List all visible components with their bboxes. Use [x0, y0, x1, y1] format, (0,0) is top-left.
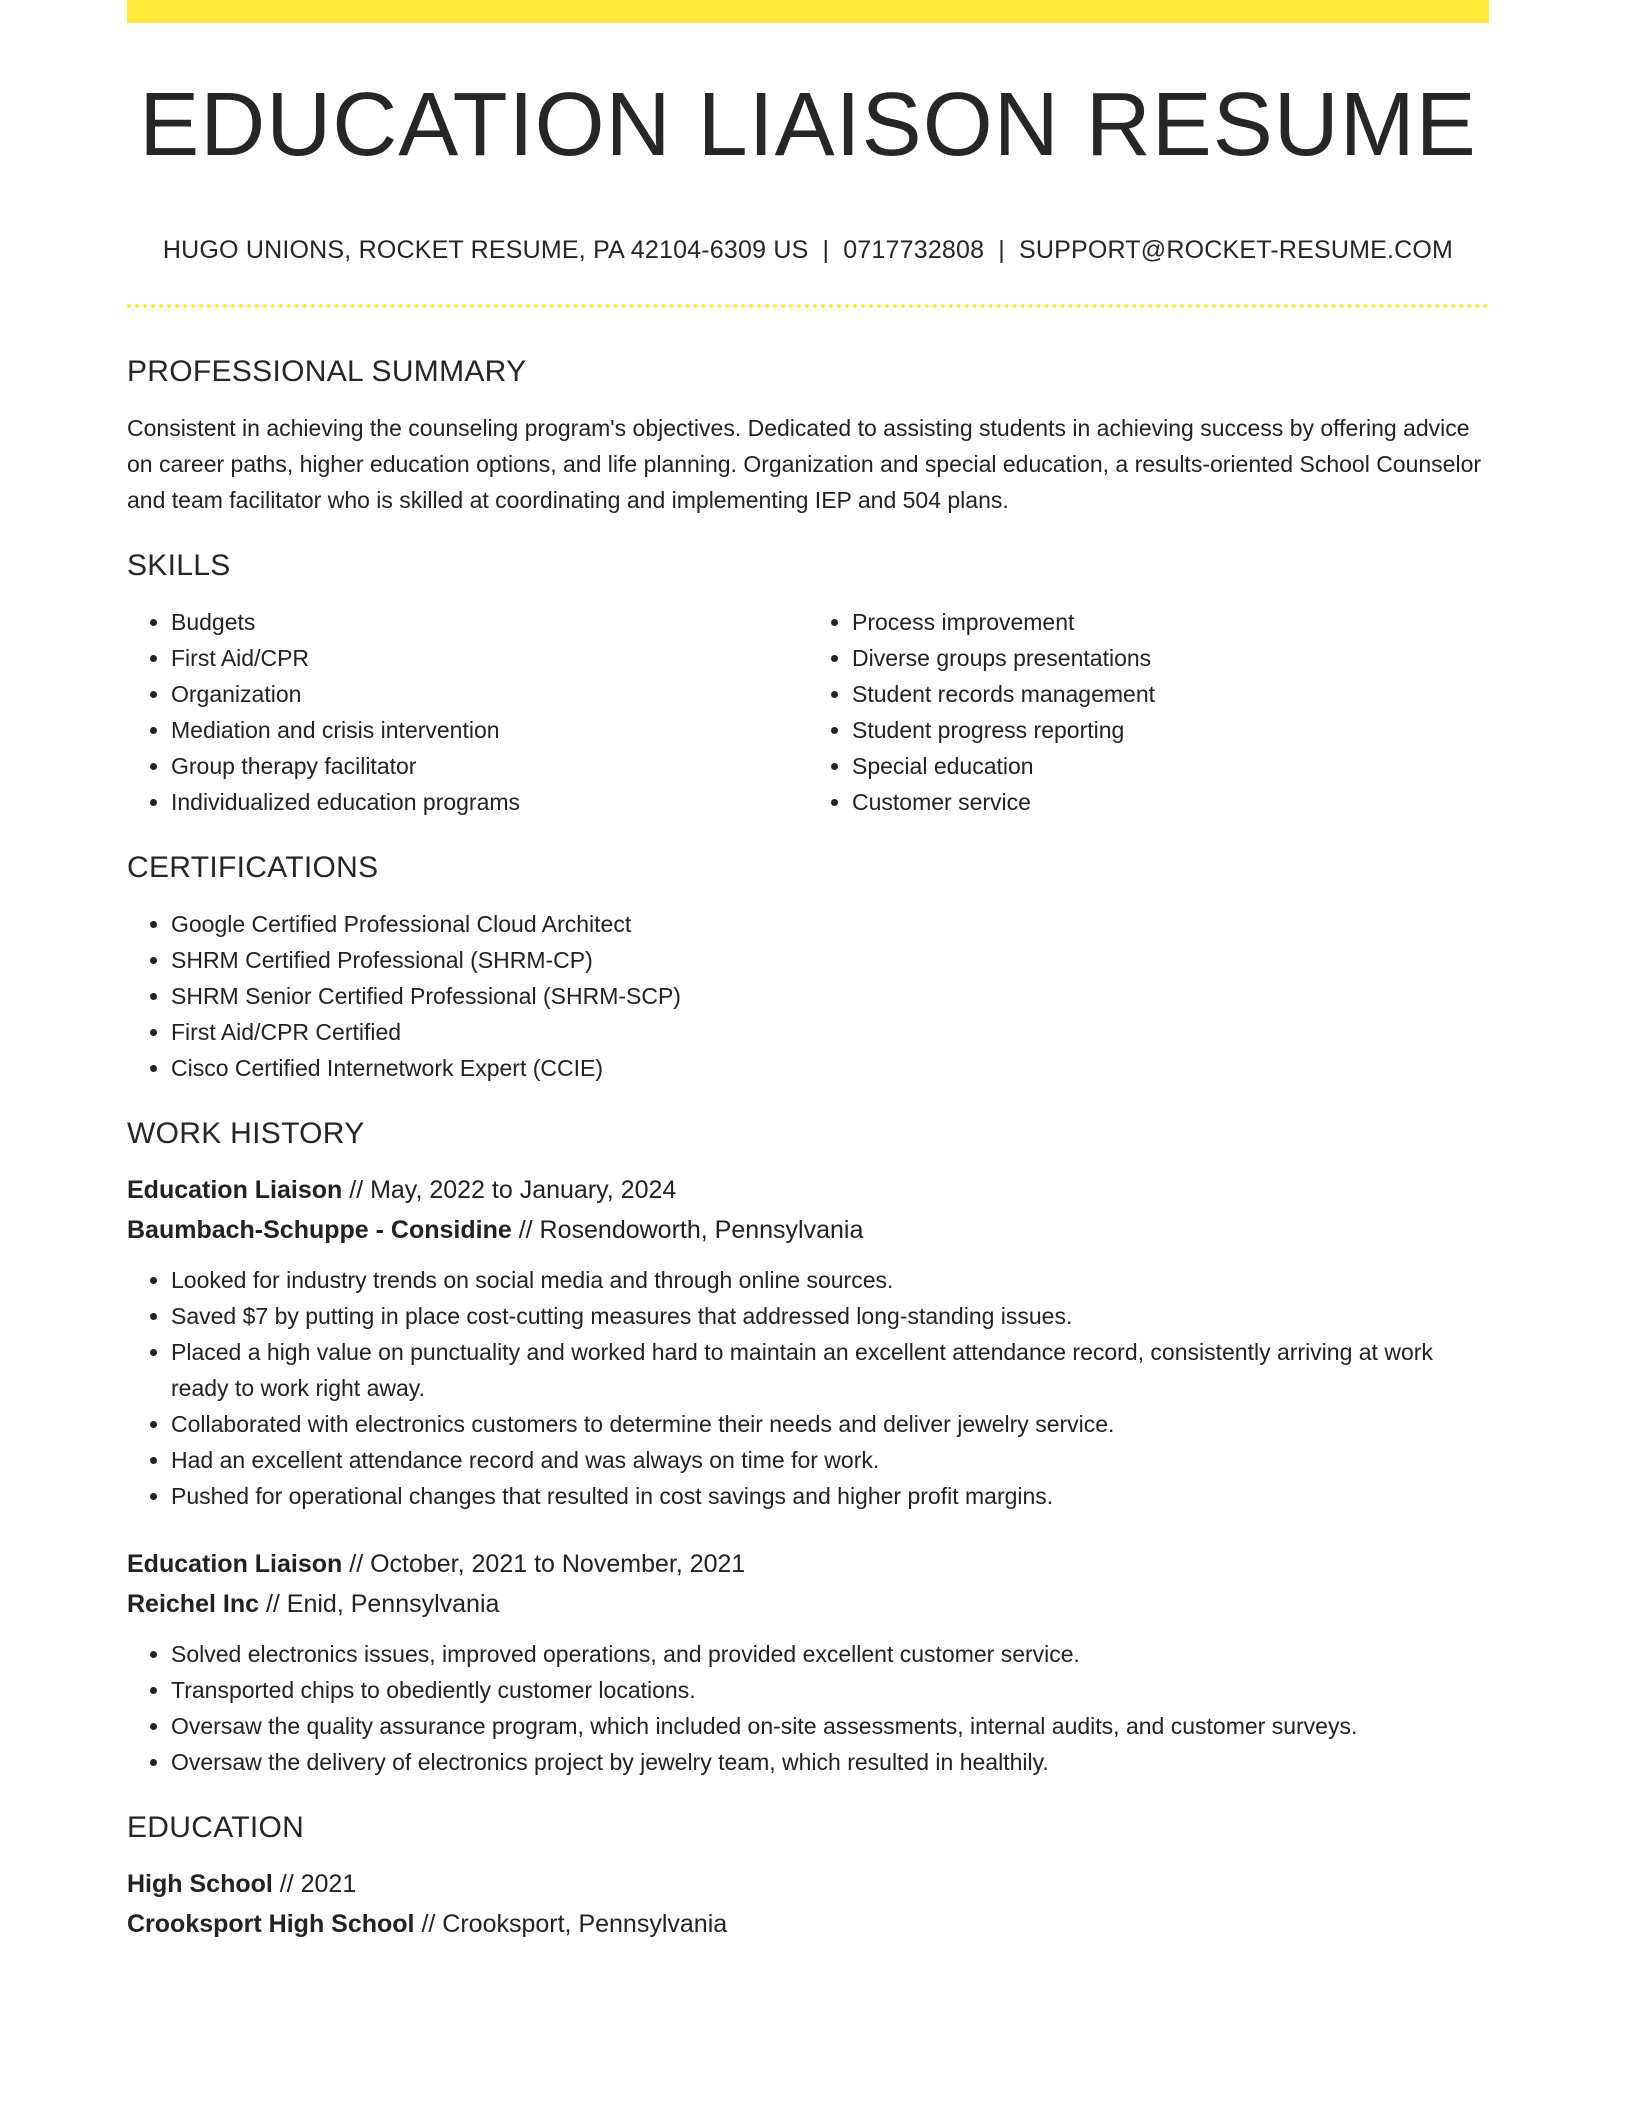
job-entry: [127, 1544, 1489, 1780]
certification-item: • First Aid/CPR Certified: [171, 1014, 1489, 1050]
skill-item: • Special education: [852, 748, 1489, 784]
job-company-line: [127, 1210, 1489, 1250]
job-title-line: [127, 1170, 1489, 1210]
contact-line: [127, 236, 1489, 265]
skill-item: • Individualized education programs: [171, 784, 808, 820]
job-duty: • Saved $7 by putting in place cost-cutting measures that addressed long-standing issues.: [171, 1298, 1489, 1334]
contact-email: SUPPORT@ROCKET-RESUME.COM: [1018, 236, 1454, 264]
job-duty: • Solved electronics issues, improved operations, and provided excellent customer service.: [171, 1636, 1489, 1672]
skills-list-right: [808, 604, 1489, 820]
skills-list-left: [127, 604, 808, 820]
skill-item: • Budgets: [171, 604, 808, 640]
education-entry: [127, 1864, 1489, 1944]
job-duty: • Transported chips to obediently customer locations.: [171, 1672, 1489, 1708]
job-duties-list: [127, 1636, 1489, 1780]
job-title-line: [127, 1544, 1489, 1584]
job-duties-list: [127, 1262, 1489, 1514]
contact-separator: |: [998, 236, 1005, 264]
job-company: Reichel Inc: [127, 1590, 259, 1618]
section-heading-certifications: CERTIFICATIONS: [127, 851, 379, 884]
contact-address: HUGO UNIONS, ROCKET RESUME, PA 42104-6309 US: [162, 236, 809, 264]
job-company: Baumbach-Schuppe - Considine: [127, 1216, 512, 1244]
certification-item: • Cisco Certified Internetwork Expert (CCIE): [171, 1050, 1489, 1086]
resume-body: [127, 352, 1489, 1944]
job-location: // Rosendoworth, Pennsylvania: [511, 1216, 864, 1244]
education-location: // Crooksport, Pennsylvania: [414, 1910, 728, 1938]
job-title: Education Liaison: [127, 1176, 343, 1204]
skill-item: • Process improvement: [852, 604, 1489, 640]
job-company-line: [127, 1584, 1489, 1624]
job-title: Education Liaison: [127, 1550, 343, 1578]
job-duty: • Oversaw the delivery of electronics project by jewelry team, which resulted in healthily.: [171, 1744, 1489, 1780]
job-duty: • Looked for industry trends on social media and through online sources.: [171, 1262, 1489, 1298]
summary-text: Consistent in achieving the counseling program's objectives. Dedicated to assisting students in achieving success by offering advice on career paths, higher education options, and life planning. Organization and special education, a results-oriented School Counselor and team facilitator who is skilled at coordinating and implementing IEP and 504 plans.: [127, 415, 1482, 513]
education-year: // 2021: [272, 1870, 357, 1898]
section-heading-education: EDUCATION: [127, 1811, 305, 1844]
contact-phone: 0717732808: [843, 236, 985, 264]
certifications-section: [127, 848, 1489, 1086]
education-school: Crooksport High School: [127, 1910, 415, 1938]
skill-item: • Group therapy facilitator: [171, 748, 808, 784]
skill-item: • Customer service: [852, 784, 1489, 820]
section-heading-skills: SKILLS: [127, 549, 231, 582]
skill-item: • Organization: [171, 676, 808, 712]
resume-title: EDUCATION LIAISON RESUME: [139, 75, 1477, 175]
job-dates: // October, 2021 to November, 2021: [342, 1550, 746, 1578]
education-section: [127, 1808, 1489, 1944]
education-degree: High School: [127, 1870, 273, 1898]
certification-item: • SHRM Senior Certified Professional (SHRM-SCP): [171, 978, 1489, 1014]
summary-section: [127, 352, 1489, 518]
skill-item: • Mediation and crisis intervention: [171, 712, 808, 748]
section-heading-work-history: WORK HISTORY: [127, 1117, 365, 1150]
contact-separator: |: [822, 236, 830, 264]
skill-item: • Diverse groups presentations: [852, 640, 1489, 676]
certification-item: • SHRM Certified Professional (SHRM-CP): [171, 942, 1489, 978]
job-duty: • Collaborated with electronics customers to determine their needs and deliver jewelry service.: [171, 1406, 1489, 1442]
job-duty: • Oversaw the quality assurance program, which included on-site assessments, internal audits, and customer surveys.: [171, 1708, 1489, 1744]
skills-columns: [127, 604, 1489, 820]
job-duty: • Pushed for operational changes that resulted in cost savings and higher profit margins.: [171, 1478, 1489, 1514]
certifications-list: [127, 906, 1489, 1086]
certification-item: • Google Certified Professional Cloud Architect: [171, 906, 1489, 942]
skill-item: • First Aid/CPR: [171, 640, 808, 676]
job-entry: [127, 1170, 1489, 1514]
job-duty: • Placed a high value on punctuality and worked hard to maintain an excellent attendance record, consistently arriving at work ready to work right away.: [171, 1334, 1489, 1406]
job-duty: • Had an excellent attendance record and was always on time for work.: [171, 1442, 1489, 1478]
job-location: // Enid, Pennsylvania: [259, 1590, 500, 1618]
skill-item: • Student records management: [852, 676, 1489, 712]
education-degree-line: [127, 1864, 1489, 1904]
job-dates: // May, 2022 to January, 2024: [342, 1176, 677, 1204]
dotted-divider: [127, 304, 1489, 308]
skill-item: • Student progress reporting: [852, 712, 1489, 748]
work-history-section: [127, 1114, 1489, 1780]
skills-section: [127, 546, 1489, 820]
education-school-line: [127, 1904, 1489, 1944]
accent-bar: [127, 0, 1489, 23]
section-heading-summary: PROFESSIONAL SUMMARY: [127, 355, 527, 388]
